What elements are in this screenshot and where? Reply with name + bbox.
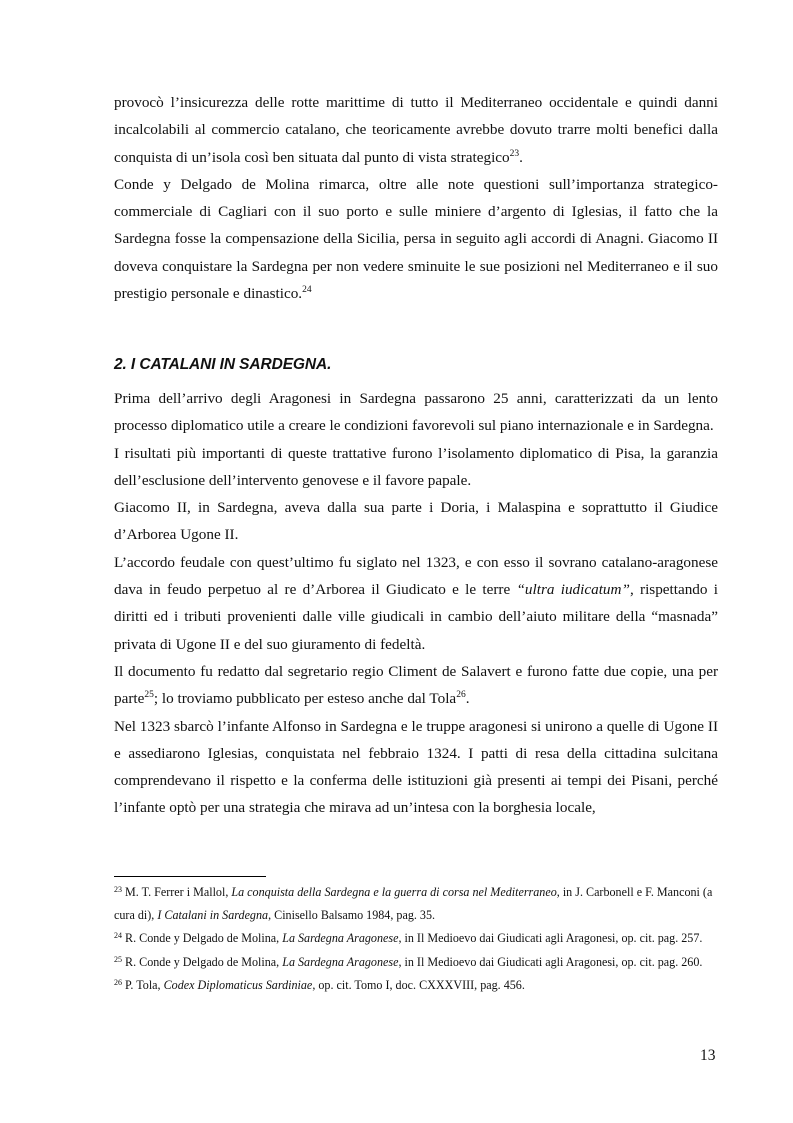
- text-run: ; lo troviamo pubblicato per esteso anche dal Tola: [153, 690, 457, 708]
- footnote: [114, 927, 718, 950]
- text-run: R. Conde y Delgado de Molina,: [122, 931, 283, 946]
- footnote-ref: 26: [456, 690, 466, 701]
- paragraph: [114, 713, 718, 822]
- footnote-ref: 24: [302, 285, 312, 296]
- italic-text: La Sardegna Aragonese: [282, 931, 399, 946]
- italic-text: “ultra iudicatum”: [516, 581, 630, 599]
- text-run: Conde y Delgado de Molina rimarca, oltre alle note questioni sull’importanza strategico-commerciale di Cagliari con il suo porto e sulle miniere d’argento di Iglesias, il fatto che la Sardegna fosse la compensazione della Sicilia, persa in seguito agli accordi di Anagni. Giacomo II doveva conquistare la Sardegna per non vedere sminuite le sue posizioni nel Mediterraneo e il suo prestigio personale e dinastico.: [114, 175, 718, 303]
- footnotes: [114, 881, 718, 997]
- paragraph: [114, 494, 718, 549]
- text-run: .: [465, 690, 470, 708]
- paragraph: [114, 658, 718, 713]
- footnote-ref: 25: [114, 954, 122, 964]
- section-heading: 2. I CATALANI IN SARDEGNA.: [114, 356, 332, 373]
- footnote-ref: 23: [509, 148, 520, 159]
- paragraph: [114, 385, 718, 440]
- footnote-ref: 24: [114, 931, 122, 941]
- footnote-ref: 25: [144, 690, 154, 701]
- footnote-separator: [114, 876, 266, 877]
- text-run: , Cinisello Balsamo 1984, pag. 35.: [268, 908, 436, 923]
- text-run: P. Tola,: [122, 977, 164, 992]
- text-run: , in Il Medioevo dai Giudicati agli Aragonesi, op. cit. pag. 257.: [398, 931, 703, 946]
- footnote: [114, 881, 718, 927]
- text-run: Nel 1323 sbarcò l’infante Alfonso in Sardegna e le truppe aragonesi si unirono a quelle di Ugone II e assediarono Iglesias, conquistata nel febbraio 1324. I patti di resa della cittadina sulcitana comprendevano il rispetto e la conferma delle istituzioni già presenti ai tempi dei Pisani, perché l’infante optò per una strategia che mirava ad un’intesa con la borghesia locale,: [114, 717, 718, 817]
- text-run: Prima dell’arrivo degli Aragonesi in Sardegna passarono 25 anni, caratterizzati da un lento processo diplomatico utile a creare le condizioni favorevoli sul piano internazionale e in Sardegna.: [114, 390, 718, 435]
- text-run: I risultati più importanti di queste trattative furono l’isolamento diplomatico di Pisa, la garanzia dell’esclusione dell’intervento genovese e il favore papale.: [114, 444, 718, 489]
- italic-text: I Catalani in Sardegna: [157, 908, 269, 923]
- italic-text: La conquista della Sardegna e la guerra di corsa nel Mediterraneo: [231, 885, 557, 899]
- paragraph: [114, 89, 718, 171]
- text-run: , in J. Carbonell e F. Manconi (a cura di),: [114, 885, 713, 923]
- text-run: , in Il Medioevo dai Giudicati agli Aragonesi, op. cit. pag. 260.: [398, 954, 703, 969]
- paragraph: [114, 549, 718, 658]
- footnote: [114, 951, 718, 974]
- paragraph: [114, 440, 718, 495]
- body-text-main: [114, 385, 718, 822]
- body-text-top: [114, 89, 718, 307]
- footnote-ref: 26: [114, 977, 122, 987]
- footnote: [114, 974, 718, 997]
- text-run: , op. cit. Tomo I, doc. CXXXVIII, pag. 456.: [312, 977, 525, 992]
- text-run: R. Conde y Delgado de Molina,: [122, 954, 283, 969]
- text-run: Il documento fu redatto dal segretario regio Climent de Salavert e furono fatte due copie, una per parte: [114, 662, 718, 708]
- page-number: 13: [700, 1047, 716, 1064]
- paragraph: [114, 171, 718, 307]
- text-run: provocò l’insicurezza delle rotte marittime di tutto il Mediterraneo occidentale e quindi danni incalcolabili al commercio catalano, che teoricamente avrebbe dovuto trarre molti benefici dalla conquista di un’isola così ben situata dal punto di vista strategico: [114, 94, 718, 166]
- footnote-ref: 23: [114, 885, 122, 894]
- text-run: , rispettando i diritti ed i tributi provenienti dalle ville giudicali in cambio dell’aiuto militare della “masnada” privata di Ugone II e del suo giuramento di fedeltà.: [114, 581, 718, 653]
- italic-text: La Sardegna Aragonese: [282, 954, 399, 969]
- italic-text: Codex Diplomaticus Sardiniae: [163, 977, 313, 992]
- text-run: M. T. Ferrer i Mallol,: [122, 885, 232, 899]
- text-run: L’accordo feudale con quest’ultimo fu siglato nel 1323, e con esso il sovrano catalano-aragonese dava in feudo perpetuo al re d’Arborea il Giudicato e le terre: [114, 553, 718, 599]
- text-run: .: [519, 148, 523, 166]
- text-run: Giacomo II, in Sardegna, aveva dalla sua parte i Doria, i Malaspina e soprattutto il Giudice d’Arborea Ugone II.: [114, 499, 718, 544]
